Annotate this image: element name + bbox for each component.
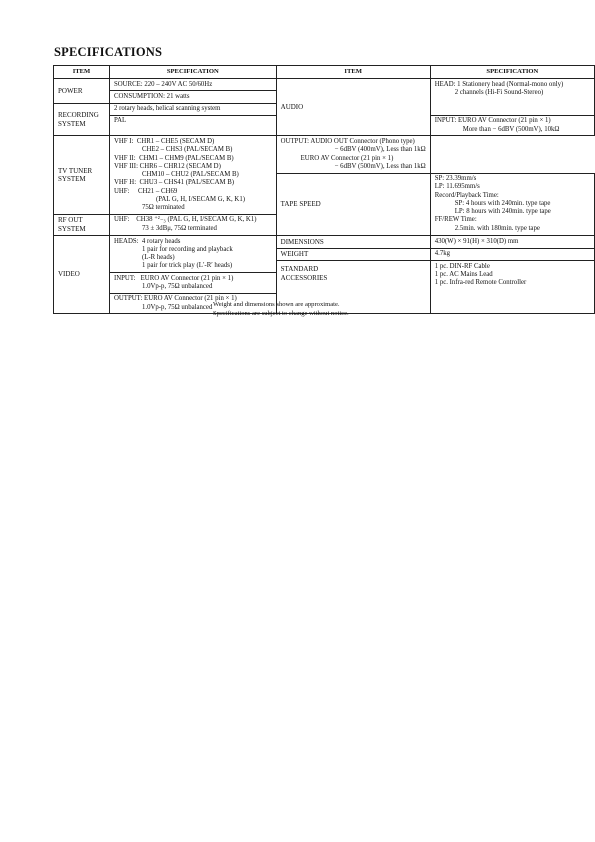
page-title: SPECIFICATIONS	[54, 45, 163, 59]
weight-value: 4.7kg	[430, 248, 594, 261]
tape-spec: SP: 23.39mm/s LP: 11.695mm/s Record/Playback Time: SP: 4 hours with 240min. type tape LP: 8 hours with 240min. type tape FF/REW Time: 2.5min. with 180min. type tape	[430, 173, 594, 235]
recording-item: RECORDING SYSTEM	[54, 103, 110, 136]
item-header-right: ITEM	[276, 66, 430, 79]
specifications-table	[53, 65, 595, 314]
spec-header-right: SPECIFICATION	[430, 66, 594, 79]
video-output: OUTPUT: EURO AV Connector (21 pin × 1) 1.0Vp-p, 75Ω unbalanced	[113, 295, 237, 311]
table-row	[54, 79, 595, 91]
video-input: INPUT: EURO AV Connector (21 pin × 1) 1.0Vp-p, 75Ω unbalanced	[110, 273, 276, 294]
table-row	[54, 236, 595, 249]
power-consumption: CONSUMPTION: 21 watts	[109, 91, 276, 103]
tape-item: TAPE SPEED	[276, 173, 430, 235]
note-change: Specifications are subject to change without notice.	[213, 309, 349, 317]
tuner-item: TV TUNER SYSTEM	[54, 136, 110, 215]
note-weight: Weight and dimensions shown are approximate.	[213, 301, 340, 308]
item-header-left: ITEM	[54, 66, 110, 79]
recording-system: PAL	[109, 115, 276, 136]
header-row	[54, 66, 595, 79]
audio-output: OUTPUT: AUDIO OUT Connector (Phono type) − 6dBV (400mV), Less than 1kΩ EURO AV Connector (21 pin × 1) − 6dBV (500mV), Less than 1kΩ	[276, 136, 430, 173]
weight-item: WEIGHT	[276, 248, 430, 261]
rfout-item: RF OUT SYSTEM	[54, 214, 110, 235]
dimensions-item: DIMENSIONS	[276, 236, 430, 249]
audio-input: INPUT: EURO AV Connector (21 pin × 1) More than − 6dBV (500mV), 10kΩ	[430, 115, 594, 136]
tuner-spec: VHF I: CHR1 – CHE5 (SECAM D) CHE2 – CHS3 (PAL/SECAM B) VHF II: CHM1 – CHM9 (PAL/SECAM B) VHF III: CHR6 – CHR12 (SECAM D) CHM10 – CHU2 (PAL/SECAM B) VHF H: CHU3 – CHS41 (PAL/SECAM B) UHF: CH21 – CH69 (PAL G, H, I/SECAM G, K, K1) 75Ω terminated	[109, 136, 276, 215]
accessories-item: STANDARD ACCESSORIES	[276, 261, 430, 314]
footnotes	[213, 301, 349, 319]
recording-heads: 2 rotary heads, helical scanning system	[109, 103, 276, 115]
table-row	[54, 136, 595, 173]
accessories-spec: 1 pc. DIN-RF Cable 1 pc. AC Mains Lead 1 pc. Infra-red Remote Controller	[430, 261, 594, 314]
power-item: POWER	[54, 79, 110, 104]
video-heads: HEADS: 4 rotary heads 1 pair for recording and playback (L-R heads) 1 pair for trick play (L′-R′ heads)	[109, 236, 276, 273]
rfout-spec: UHF: CH38 ⁺²₋₃ (PAL G, H, I/SECAM G, K, K1) 73 ± 3dBμ, 75Ω terminated	[109, 214, 276, 235]
audio-item: AUDIO	[276, 79, 430, 136]
power-source: SOURCE: 220 – 240V AC 50/60Hz	[109, 79, 276, 91]
audio-head: HEAD: 1 Stationery head (Normal-mono only) 2 channels (Hi-Fi Sound-Stereo)	[430, 79, 594, 116]
video-item: VIDEO	[54, 236, 110, 314]
dimensions-value: 430(W) × 91(H) × 310(D) mm	[430, 236, 594, 249]
spec-header-left: SPECIFICATION	[109, 66, 276, 79]
